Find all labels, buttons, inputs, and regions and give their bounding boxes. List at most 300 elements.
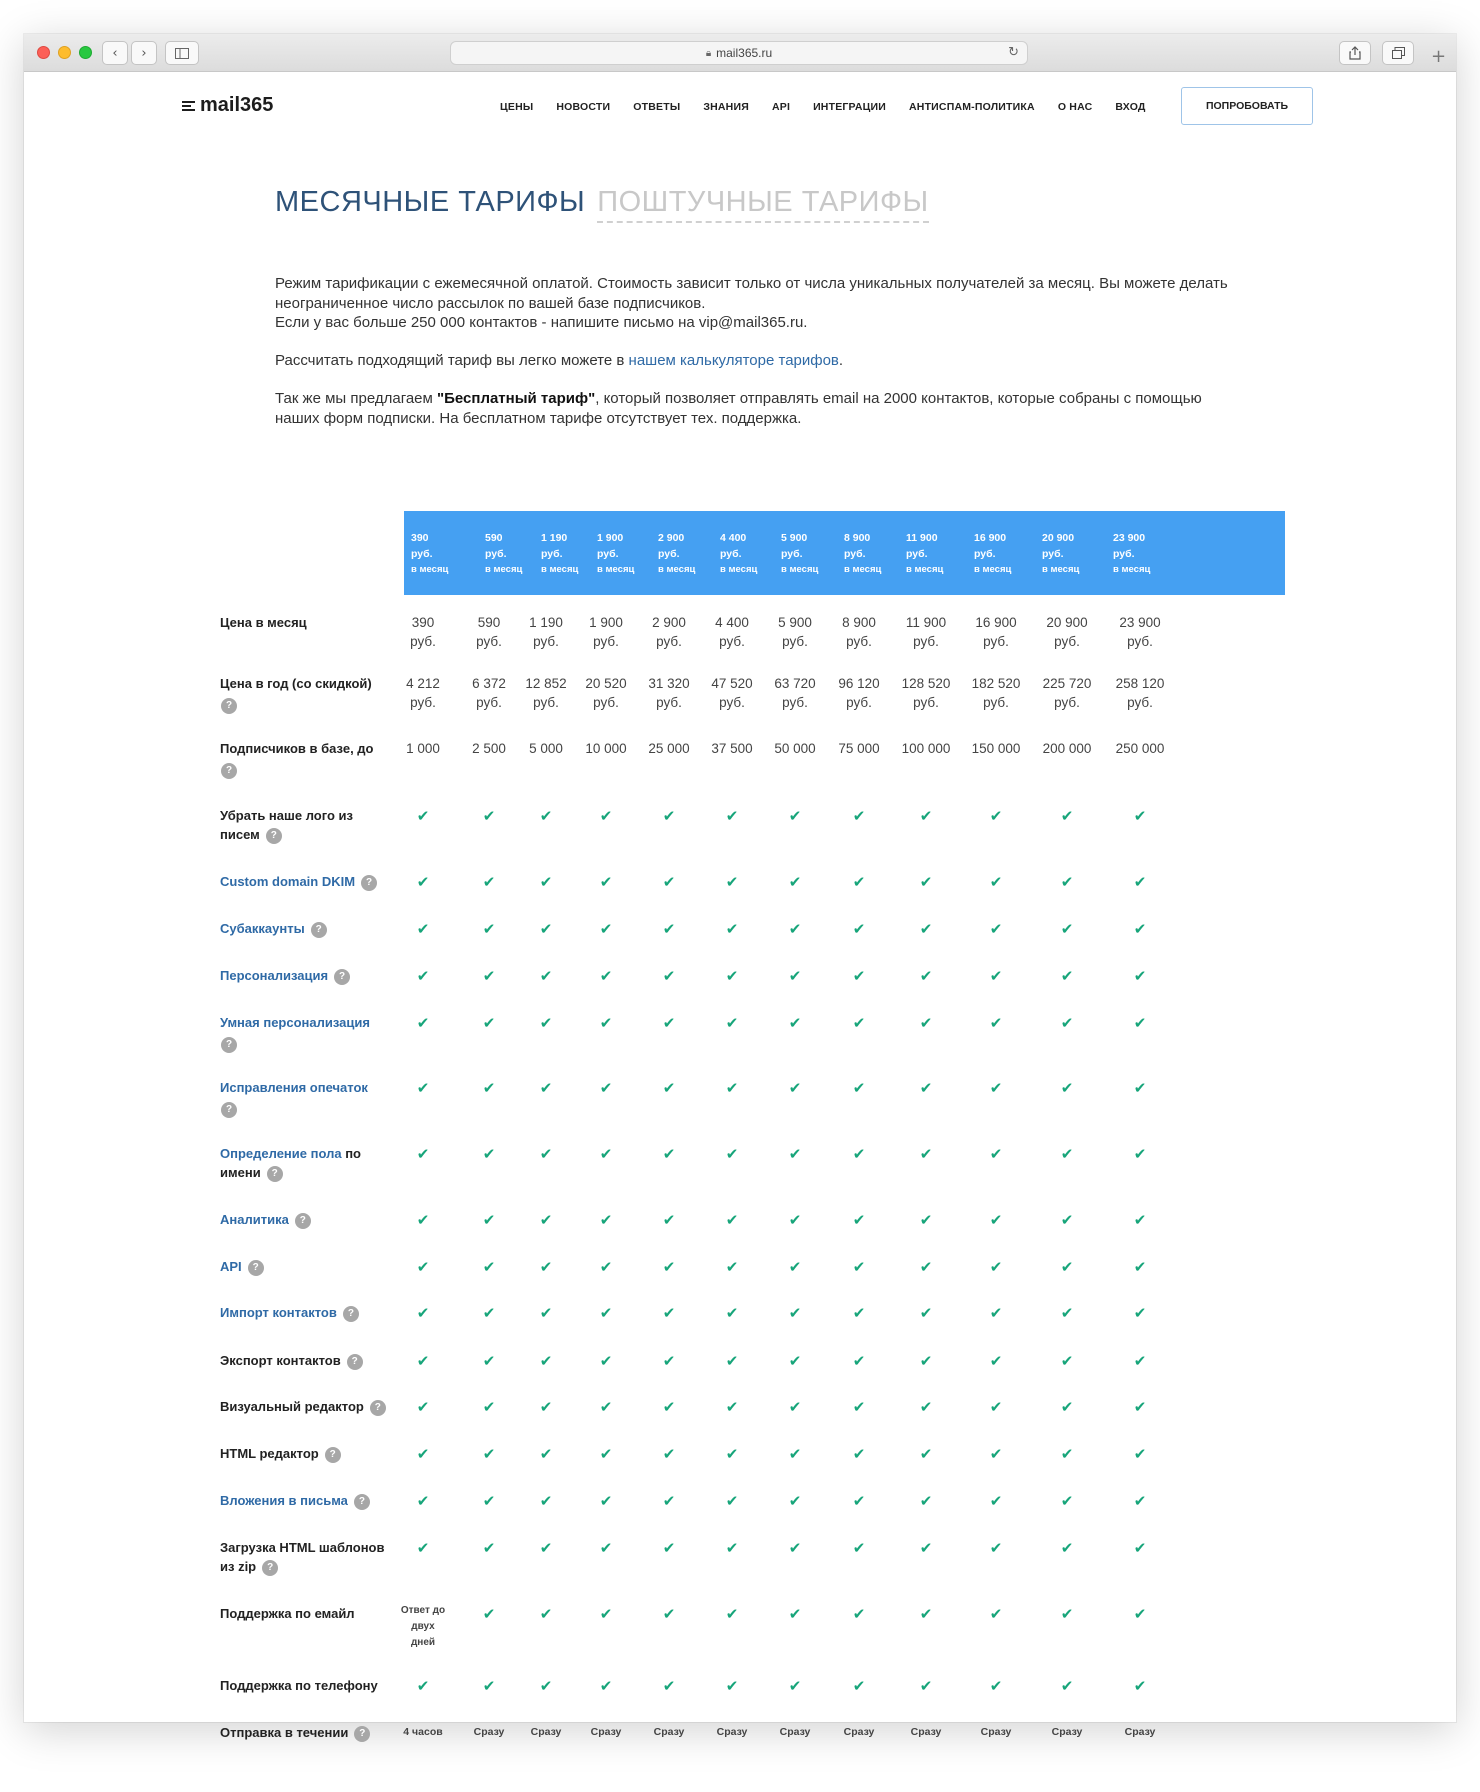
check-icon: ✔ [1060, 1304, 1074, 1322]
check-icon: ✔ [599, 1014, 613, 1032]
tab-per-item[interactable]: ПОШТУЧНЫЕ ТАРИФЫ [597, 186, 928, 223]
help-icon[interactable]: ? [221, 763, 237, 779]
row-label[interactable] [220, 872, 390, 891]
check-icon: ✔ [989, 1145, 1003, 1163]
send-within-cell: Сразу [779, 1726, 811, 1738]
check-icon: ✔ [725, 1304, 739, 1322]
check-icon: ✔ [989, 1398, 1003, 1416]
check-icon: ✔ [416, 1445, 430, 1463]
nav-link-prices[interactable]: ЦЕНЫ [500, 101, 534, 113]
check-icon: ✔ [539, 920, 553, 938]
help-icon[interactable]: ? [334, 969, 350, 985]
price-unit: руб. [410, 634, 436, 649]
price-year-cell [902, 674, 951, 712]
row-label[interactable] [220, 966, 390, 985]
price-unit: руб. [410, 695, 436, 710]
try-button[interactable]: ПОПРОБОВАТЬ [1181, 87, 1313, 125]
check-icon: ✔ [852, 1211, 866, 1229]
price-year-cell [838, 674, 879, 712]
price-unit: руб. [1127, 695, 1153, 710]
check-icon: ✔ [919, 920, 933, 938]
price-value: 4 212 [406, 676, 440, 691]
row-label [220, 739, 390, 779]
check-icon: ✔ [852, 1304, 866, 1322]
check-icon: ✔ [416, 807, 430, 825]
check-icon: ✔ [539, 1605, 553, 1623]
check-icon: ✔ [1060, 1145, 1074, 1163]
price-unit: руб. [913, 695, 939, 710]
check-icon: ✔ [1060, 1211, 1074, 1229]
nav-link-api[interactable]: API [771, 101, 791, 113]
row-label[interactable] [220, 1144, 390, 1182]
help-icon[interactable]: ? [354, 1494, 370, 1510]
price-value: 182 520 [971, 676, 1021, 691]
calculator-link[interactable]: нашем калькуляторе тарифов [628, 352, 839, 369]
row-label-text[interactable]: Вложения в письма [220, 1493, 348, 1508]
plan-header-period: в месяц [974, 564, 1012, 575]
row-label-text: Визуальный редактор [220, 1399, 364, 1414]
plan-header[interactable] [720, 530, 757, 578]
help-icon[interactable]: ? [295, 1213, 311, 1229]
check-icon: ✔ [852, 1539, 866, 1557]
row-label-text: по имени [220, 1146, 361, 1180]
check-icon: ✔ [919, 1079, 933, 1097]
check-icon: ✔ [852, 1145, 866, 1163]
logo-mark-icon [182, 99, 195, 113]
nav-link-integrations[interactable]: ИНТЕГРАЦИИ [813, 101, 886, 113]
plan-header-period: в месяц [658, 564, 696, 575]
check-icon: ✔ [416, 1145, 430, 1163]
row-label [220, 1397, 390, 1416]
subscribers-cell: 1 000 [406, 741, 440, 756]
price-unit: руб. [913, 634, 939, 649]
nav-link-about[interactable]: О НАС [1057, 101, 1093, 113]
logo[interactable] [182, 94, 273, 117]
check-icon: ✔ [1133, 1145, 1147, 1163]
sidebar-toggle-button[interactable] [165, 41, 199, 65]
help-icon[interactable]: ? [370, 1400, 386, 1416]
plan-header-price: 1 900 [597, 532, 624, 544]
plan-header-unit: руб. [658, 548, 680, 560]
nav-link-knowledge[interactable]: ЗНАНИЯ [703, 101, 749, 113]
free-plan-name: "Бесплатный тариф" [437, 390, 596, 407]
check-icon: ✔ [1133, 1539, 1147, 1557]
check-icon: ✔ [788, 1079, 802, 1097]
plan-header[interactable] [541, 530, 578, 578]
check-icon: ✔ [482, 967, 496, 985]
desc-text: . [838, 352, 844, 369]
check-icon: ✔ [599, 1211, 613, 1229]
plan-header-period: в месяц [1113, 564, 1151, 575]
check-icon: ✔ [919, 1145, 933, 1163]
help-icon[interactable]: ? [343, 1306, 359, 1322]
check-icon: ✔ [1060, 1605, 1074, 1623]
check-icon: ✔ [482, 873, 496, 891]
row-label[interactable] [220, 1078, 390, 1118]
sidebar-icon [175, 48, 189, 59]
check-icon: ✔ [482, 1398, 496, 1416]
check-icon: ✔ [725, 1605, 739, 1623]
check-icon: ✔ [989, 1445, 1003, 1463]
desc-line: неограниченное число рассылок по вашей базе подписчиков. [275, 294, 706, 312]
price-value: 20 900 [1046, 615, 1088, 630]
check-icon: ✔ [725, 1445, 739, 1463]
check-icon: ✔ [1060, 967, 1074, 985]
forward-button[interactable] [131, 41, 157, 65]
check-icon: ✔ [1133, 1211, 1147, 1229]
price-value: 16 900 [975, 615, 1017, 630]
check-icon: ✔ [989, 1492, 1003, 1510]
row-label-text[interactable]: Исправления опечаток [220, 1080, 368, 1095]
row-label[interactable] [220, 1303, 390, 1322]
plan-header[interactable] [658, 530, 695, 578]
check-icon: ✔ [852, 1677, 866, 1695]
price-month-cell [842, 613, 876, 651]
check-icon: ✔ [1060, 1398, 1074, 1416]
help-icon[interactable]: ? [221, 1037, 237, 1053]
check-icon: ✔ [662, 1492, 676, 1510]
plan-header[interactable] [1042, 530, 1079, 578]
check-icon: ✔ [852, 807, 866, 825]
plan-header-period: в месяц [781, 564, 819, 575]
logo-text: mail365 [200, 94, 274, 116]
send-within-cell: Сразу [653, 1726, 685, 1738]
check-icon: ✔ [1133, 967, 1147, 985]
check-icon: ✔ [1133, 1079, 1147, 1097]
check-icon: ✔ [482, 1304, 496, 1322]
row-label [220, 674, 390, 714]
check-icon: ✔ [1133, 807, 1147, 825]
check-icon: ✔ [482, 1539, 496, 1557]
check-icon: ✔ [919, 1605, 933, 1623]
check-icon: ✔ [1060, 1014, 1074, 1032]
plus-icon: + [1431, 46, 1447, 67]
zoom-window-button[interactable] [79, 46, 92, 59]
help-icon[interactable]: ? [266, 828, 282, 844]
row-label-text: Поддержка по телефону [220, 1678, 378, 1693]
plan-header-unit: руб. [781, 548, 803, 560]
check-icon: ✔ [788, 1014, 802, 1032]
check-icon: ✔ [725, 1677, 739, 1695]
address-bar[interactable] [450, 41, 1028, 65]
check-icon: ✔ [725, 920, 739, 938]
check-icon: ✔ [788, 1352, 802, 1370]
check-icon: ✔ [416, 1539, 430, 1557]
price-value: 258 120 [1115, 676, 1165, 691]
help-icon[interactable]: ? [221, 1102, 237, 1118]
help-icon[interactable]: ? [347, 1354, 363, 1370]
check-icon: ✔ [416, 1492, 430, 1510]
window-controls [37, 46, 92, 59]
check-icon: ✔ [725, 1211, 739, 1229]
check-icon: ✔ [662, 1605, 676, 1623]
check-icon: ✔ [539, 1398, 553, 1416]
share-button[interactable] [1339, 41, 1371, 65]
show-tabs-button[interactable] [1382, 41, 1414, 65]
help-icon[interactable]: ? [311, 922, 327, 938]
check-icon: ✔ [662, 1304, 676, 1322]
check-icon: ✔ [725, 1258, 739, 1276]
send-within-cell: Сразу [980, 1726, 1012, 1738]
reload-icon[interactable]: ↻ [1008, 45, 1019, 60]
price-year-cell [525, 674, 566, 712]
row-label[interactable] [220, 1210, 390, 1229]
price-month-cell [529, 613, 563, 651]
send-within-cell: 4 часов [403, 1726, 443, 1738]
check-icon: ✔ [662, 1398, 676, 1416]
row-label-text[interactable]: Определение пола [220, 1146, 342, 1161]
check-icon: ✔ [725, 873, 739, 891]
check-icon: ✔ [919, 1492, 933, 1510]
check-icon: ✔ [539, 1079, 553, 1097]
plan-header-period: в месяц [597, 564, 635, 575]
plan-header-unit: руб. [411, 548, 433, 560]
check-icon: ✔ [725, 1492, 739, 1510]
row-label [220, 1604, 390, 1623]
check-icon: ✔ [599, 807, 613, 825]
row-label-text[interactable]: Аналитика [220, 1212, 289, 1227]
check-icon: ✔ [539, 1258, 553, 1276]
row-label[interactable] [220, 1257, 390, 1276]
check-icon: ✔ [1060, 807, 1074, 825]
check-icon: ✔ [482, 1014, 496, 1032]
plan-header-price: 11 900 [906, 532, 938, 544]
price-value: 5 900 [778, 615, 812, 630]
check-icon: ✔ [989, 1304, 1003, 1322]
price-value: 1 900 [589, 615, 623, 630]
check-icon: ✔ [852, 873, 866, 891]
minimize-window-button[interactable] [58, 46, 71, 59]
check-icon: ✔ [788, 967, 802, 985]
send-within-cell: Сразу [1124, 1726, 1156, 1738]
plan-header[interactable] [485, 530, 522, 578]
check-icon: ✔ [662, 807, 676, 825]
check-icon: ✔ [788, 1677, 802, 1695]
send-within-cell: Сразу [530, 1726, 562, 1738]
price-year-cell [472, 674, 506, 712]
check-icon: ✔ [788, 920, 802, 938]
check-icon: ✔ [1060, 1445, 1074, 1463]
check-icon: ✔ [788, 1398, 802, 1416]
send-within-cell: Сразу [590, 1726, 622, 1738]
plan-header-period: в месяц [906, 564, 944, 575]
history-buttons [102, 41, 157, 65]
plans-header [404, 511, 1285, 595]
check-icon: ✔ [416, 1304, 430, 1322]
plan-header-price: 1 190 [541, 532, 568, 544]
check-icon: ✔ [788, 873, 802, 891]
check-icon: ✔ [539, 1014, 553, 1032]
subscribers-cell: 50 000 [774, 741, 816, 756]
check-icon: ✔ [1133, 1605, 1147, 1623]
desc-line: Если у вас больше 250 000 контактов - напишите письмо на vip@mail365.ru. [275, 314, 808, 331]
price-value: 2 900 [652, 615, 686, 630]
row-label[interactable] [220, 919, 390, 938]
description-intro [275, 274, 1385, 333]
row-label-text: HTML редактор [220, 1446, 319, 1461]
price-unit: руб. [593, 634, 619, 649]
description-free-plan [275, 389, 1385, 428]
check-icon: ✔ [662, 1211, 676, 1229]
check-icon: ✔ [539, 1677, 553, 1695]
price-value: 11 900 [905, 615, 947, 630]
price-unit: руб. [593, 695, 619, 710]
check-icon: ✔ [482, 1211, 496, 1229]
check-icon: ✔ [989, 967, 1003, 985]
price-value: 590 [477, 615, 501, 630]
check-icon: ✔ [725, 1079, 739, 1097]
check-icon: ✔ [416, 967, 430, 985]
nav-link-answers[interactable]: ОТВЕТЫ [633, 101, 681, 113]
price-year-cell [406, 674, 440, 712]
price-year-cell [585, 674, 626, 712]
check-icon: ✔ [662, 1445, 676, 1463]
desc-line [275, 389, 1385, 409]
check-icon: ✔ [1133, 1398, 1147, 1416]
plan-header[interactable] [1113, 530, 1150, 578]
check-icon: ✔ [482, 1145, 496, 1163]
check-icon: ✔ [599, 920, 613, 938]
chevron-right-icon: › [141, 45, 147, 61]
price-value: 6 372 [472, 676, 506, 691]
check-icon: ✔ [1060, 920, 1074, 938]
check-icon: ✔ [1133, 1258, 1147, 1276]
price-month-cell [410, 613, 436, 651]
check-icon: ✔ [599, 967, 613, 985]
desc-line: Режим тарификации с ежемесячной оплатой. Стоимость зависит только от числа уникальных получателей за месяц. Вы можете делать [275, 275, 1228, 292]
price-month-cell [778, 613, 812, 651]
check-icon: ✔ [539, 807, 553, 825]
check-icon: ✔ [599, 1539, 613, 1557]
plan-header[interactable] [844, 530, 881, 578]
help-icon[interactable]: ? [325, 1447, 341, 1463]
check-icon: ✔ [989, 1539, 1003, 1557]
row-label [220, 1444, 390, 1463]
plan-header[interactable] [411, 530, 448, 578]
check-icon: ✔ [539, 1445, 553, 1463]
check-icon: ✔ [1133, 1492, 1147, 1510]
row-label[interactable] [220, 1491, 390, 1510]
check-icon: ✔ [482, 1677, 496, 1695]
desc-text: , который позволяет отправлять email на 2000 контактов, которые собраны с помощью [595, 390, 1202, 407]
check-icon: ✔ [989, 1014, 1003, 1032]
plan-header-period: в месяц [1042, 564, 1080, 575]
subscribers-cell: 200 000 [1042, 741, 1092, 756]
price-value: 63 720 [774, 676, 816, 691]
subscribers-cell: 250 000 [1115, 741, 1165, 756]
price-value: 390 [411, 615, 435, 630]
check-icon: ✔ [725, 1398, 739, 1416]
row-label-text: Убрать наше лого из писем [220, 808, 353, 842]
row-label-text[interactable]: API [220, 1259, 242, 1274]
check-icon: ✔ [1133, 920, 1147, 938]
check-icon: ✔ [416, 1079, 430, 1097]
check-icon: ✔ [725, 1145, 739, 1163]
plan-header[interactable] [597, 530, 634, 578]
nav-link-news[interactable]: НОВОСТИ [556, 101, 611, 113]
check-icon: ✔ [852, 1445, 866, 1463]
subscribers-cell: 75 000 [838, 741, 880, 756]
check-icon: ✔ [852, 967, 866, 985]
price-unit: руб. [719, 695, 745, 710]
plan-header-price: 16 900 [974, 532, 1007, 544]
price-value: 31 320 [648, 676, 690, 691]
price-unit: руб. [846, 634, 872, 649]
check-icon: ✔ [482, 920, 496, 938]
plan-header[interactable] [974, 530, 1011, 578]
close-window-button[interactable] [37, 46, 50, 59]
check-icon: ✔ [539, 1492, 553, 1510]
plan-header[interactable] [781, 530, 818, 578]
check-icon: ✔ [599, 1258, 613, 1276]
subscribers-cell: 2 500 [472, 741, 506, 756]
check-icon: ✔ [416, 1352, 430, 1370]
help-icon[interactable]: ? [267, 1166, 283, 1182]
check-icon: ✔ [788, 1445, 802, 1463]
check-icon: ✔ [662, 1352, 676, 1370]
new-tab-button[interactable] [1431, 46, 1446, 67]
price-unit: руб. [846, 695, 872, 710]
check-icon: ✔ [919, 1014, 933, 1032]
price-value: 4 400 [715, 615, 749, 630]
send-within-cell: Сразу [716, 1726, 748, 1738]
row-label-text[interactable]: Умная персонализация [220, 1015, 370, 1030]
plan-header[interactable] [906, 530, 943, 578]
row-label[interactable] [220, 1013, 390, 1053]
price-value: 128 520 [901, 676, 951, 691]
check-icon: ✔ [919, 1211, 933, 1229]
check-icon: ✔ [788, 1539, 802, 1557]
check-icon: ✔ [725, 1014, 739, 1032]
nav-link-antispam[interactable]: АНТИСПАМ-ПОЛИТИКА [909, 101, 1035, 113]
tab-monthly[interactable]: МЕСЯЧНЫЕ ТАРИФЫ [275, 186, 586, 218]
help-icon[interactable]: ? [248, 1260, 264, 1276]
nav-link-login[interactable]: ВХОД [1115, 101, 1146, 113]
check-icon: ✔ [989, 1605, 1003, 1623]
plan-header-unit: руб. [844, 548, 866, 560]
send-within-cell: Сразу [843, 1726, 875, 1738]
site-header [24, 72, 1456, 152]
help-icon[interactable]: ? [221, 698, 237, 714]
price-value: 225 720 [1042, 676, 1092, 691]
help-icon[interactable]: ? [361, 875, 377, 891]
help-icon[interactable]: ? [262, 1560, 278, 1576]
row-label-text: Подписчиков в базе, до [220, 741, 374, 756]
check-icon: ✔ [725, 967, 739, 985]
check-icon: ✔ [662, 1539, 676, 1557]
row-label [220, 613, 390, 632]
price-year-cell [648, 674, 689, 712]
row-label-text[interactable]: Custom domain DKIM [220, 874, 356, 889]
row-label-text[interactable]: Импорт контактов [220, 1305, 337, 1320]
price-unit: руб. [1054, 695, 1080, 710]
check-icon: ✔ [416, 1258, 430, 1276]
price-value: 96 120 [838, 676, 880, 691]
plan-header-price: 23 900 [1113, 532, 1146, 544]
check-icon: ✔ [482, 1079, 496, 1097]
help-icon[interactable]: ? [354, 1726, 370, 1742]
row-label-text[interactable]: Субаккаунты [220, 921, 305, 936]
check-icon: ✔ [599, 873, 613, 891]
price-month-cell [1046, 613, 1087, 651]
row-label [220, 1538, 390, 1576]
back-button[interactable] [102, 41, 128, 65]
check-icon: ✔ [599, 1492, 613, 1510]
plan-header-unit: руб. [485, 548, 507, 560]
check-icon: ✔ [539, 1352, 553, 1370]
check-icon: ✔ [1060, 1079, 1074, 1097]
row-label-text[interactable]: Персонализация [220, 968, 329, 983]
